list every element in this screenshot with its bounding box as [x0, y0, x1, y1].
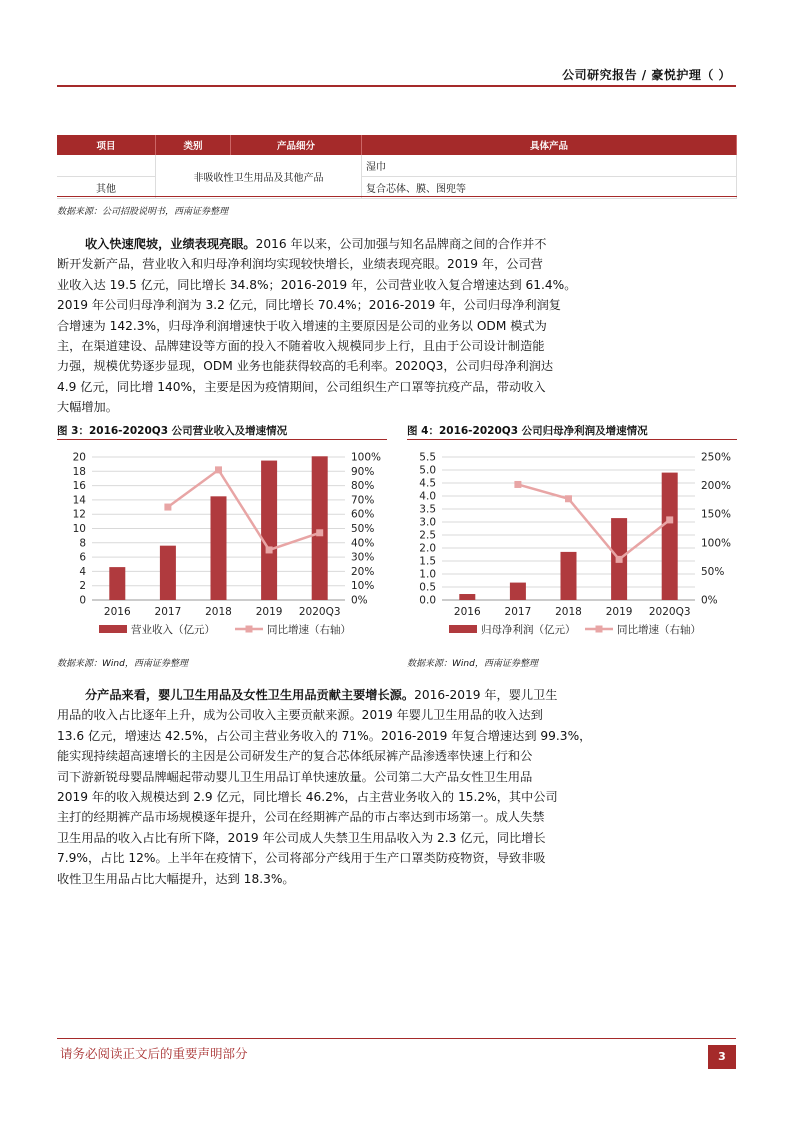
- bar: [561, 552, 577, 600]
- growth-point: [266, 546, 273, 553]
- bar: [160, 546, 176, 600]
- y-tick-label-left: 3.5: [419, 503, 436, 516]
- product-table: [57, 135, 737, 199]
- x-tick-label: 2019: [255, 606, 283, 618]
- x-tick-label: 2016: [103, 606, 131, 618]
- legend-line-marker: [246, 626, 253, 633]
- y-tick-label-right: 60%: [351, 508, 375, 521]
- legend-bar-label: 营业收入（亿元）: [131, 624, 215, 636]
- y-tick-label-left: 12: [72, 508, 86, 521]
- paragraph-line: 业收入达 19.5 亿元，同比增长 34.8%；2016-2019 年，公司营业收入复合增速达到 61.4%。: [57, 277, 577, 292]
- y-tick-label-right: 20%: [351, 565, 375, 578]
- paragraph-line: 主，在渠道建设、品牌建设等方面的投入不随着收入规模同步上行，且由于公司设计制造能: [57, 339, 545, 354]
- paragraph-lead: 分产品来看，婴儿卫生用品及女性卫生用品贡献主要增长源。: [85, 688, 415, 702]
- legend-line-marker: [596, 626, 603, 633]
- y-tick-label-left: 4.0: [419, 490, 436, 503]
- legend-bar-label: 归母净利润（亿元）: [481, 624, 576, 636]
- legend-line-label: 同比增速（右轴）: [617, 624, 701, 636]
- y-tick-label-right: 50%: [351, 523, 375, 535]
- y-tick-label-left: 16: [72, 480, 86, 493]
- table-cell: 非吸收性卫生用品及其他产品: [156, 155, 362, 199]
- y-tick-label-right: 90%: [351, 465, 375, 478]
- table-cell: [57, 155, 156, 177]
- paragraph-line: 合增速为 142.3%，归母净利润增速快于收入增速的主要原因是公司的业务以 ODM 模式为: [57, 318, 547, 333]
- growth-point: [215, 466, 222, 473]
- y-tick-label-left: 0.0: [419, 594, 436, 607]
- paragraph-line: 能实现持续超高速增长的主因是公司研发生产的复合芯体纸尿裤产品渗透率快速上行和公: [57, 749, 533, 764]
- x-tick-label: 2017: [504, 606, 532, 618]
- y-tick-label-right: 0%: [701, 594, 718, 607]
- bar: [312, 456, 328, 600]
- y-tick-label-left: 18: [72, 465, 86, 478]
- x-tick-label: 2018: [205, 606, 232, 618]
- paragraph-line: 7.9%，占比 12%。上半年在疫情下，公司将部分产线用于生产口罩类防疫物资，导致非吸: [57, 851, 546, 866]
- y-tick-label-left: 14: [72, 494, 86, 507]
- paragraph-line: 2019 年公司归母净利润为 3.2 亿元，同比增长 70.4%；2016-2019 年，公司归母净利润复: [57, 298, 561, 313]
- paragraph-line: 断开发新产品，营业收入和归母净利润均实现较快增长，业绩表现亮眼。2019 年，公司营: [57, 257, 543, 272]
- y-tick-label-right: 200%: [701, 480, 732, 493]
- y-tick-label-left: 0: [79, 594, 86, 607]
- net-profit-chart: [407, 443, 737, 653]
- paragraph-revenue-growth: [57, 234, 737, 418]
- y-tick-label-right: 30%: [351, 551, 375, 564]
- paragraph-line: 收性卫生用品占比大幅提升，达到 18.3%。: [57, 871, 295, 886]
- growth-point: [565, 495, 572, 502]
- table-header-cell: 类别: [156, 135, 231, 155]
- bar: [261, 461, 277, 600]
- y-tick-label-left: 2.0: [419, 542, 436, 555]
- x-tick-label: 2017: [154, 606, 182, 618]
- y-tick-label-right: 70%: [351, 494, 375, 507]
- bar: [459, 594, 475, 600]
- x-tick-label: 2020Q3: [298, 606, 341, 618]
- y-tick-label-left: 10: [72, 523, 86, 535]
- header-divider: [57, 85, 736, 87]
- table-cell: 复合芯体、膜、图兜等: [362, 177, 737, 199]
- figure3-source-note: 数据来源：Wind，西南证券整理: [57, 659, 188, 669]
- bar: [109, 567, 125, 600]
- y-tick-label-left: 1.0: [419, 568, 436, 581]
- y-tick-label-left: 1.5: [419, 555, 436, 568]
- table-row: [57, 155, 737, 177]
- y-tick-label-right: 100%: [351, 451, 382, 464]
- footer-divider: [57, 1038, 736, 1039]
- growth-line: [168, 470, 320, 550]
- y-tick-label-right: 150%: [701, 508, 732, 521]
- paragraph-lead: 收入快速爬坡，业绩表现亮眼。: [85, 237, 256, 251]
- x-tick-label: 2016: [453, 606, 481, 618]
- y-tick-label-right: 50%: [701, 565, 725, 578]
- y-tick-label-right: 100%: [701, 537, 732, 550]
- figure3-title: 图 3：2016-2020Q3 公司营业收入及增速情况: [57, 425, 288, 437]
- paragraph-line: 司下游新锐母婴品牌崛起带动婴儿卫生用品订单快速放量。公司第二大产品女性卫生用品: [57, 769, 533, 784]
- page-number: 3: [708, 1045, 736, 1069]
- y-tick-label-left: 5.0: [419, 464, 436, 477]
- x-tick-label: 2018: [555, 606, 582, 618]
- revenue-chart: [57, 443, 387, 653]
- y-tick-label-right: 40%: [351, 537, 375, 550]
- bar: [662, 473, 678, 600]
- growth-point: [616, 556, 623, 563]
- paragraph-line: 主打的经期裤产品市场规模逐年提升，公司在经期裤产品的市占率达到市场第一。成人失禁: [57, 810, 545, 825]
- paragraph-line: 卫生用品的收入占比有所下降，2019 年公司成人失禁卫生用品收入为 2.3 亿元，同比增长: [57, 830, 546, 845]
- paragraph-line: 力强，规模优势逐步显现，ODM 业务也能获得较高的毛利率。2020Q3，公司归母净利润达: [57, 359, 554, 374]
- legend-bar-swatch: [449, 625, 477, 633]
- table-header-cell: 具体产品: [362, 135, 737, 155]
- x-tick-label: 2020Q3: [648, 606, 691, 618]
- y-tick-label-right: 10%: [351, 580, 375, 593]
- table-header-row: [57, 135, 737, 155]
- y-tick-label-left: 4: [79, 565, 86, 578]
- paragraph-line: 2016 年以来，公司加强与知名品牌商之间的合作并不: [255, 237, 547, 251]
- y-tick-label-left: 6: [79, 551, 86, 564]
- bar: [510, 583, 526, 600]
- y-tick-label-left: 0.5: [419, 581, 436, 594]
- x-tick-label: 2019: [605, 606, 633, 618]
- y-tick-label-left: 4.5: [419, 477, 436, 490]
- figure3-title-rule: [57, 439, 387, 440]
- paragraph-line: 13.6 亿元，增速达 42.5%，占公司主营业务收入的 71%。2016-2019 年复合增速达到 99.3%，: [57, 728, 592, 743]
- footer-disclaimer: 请务必阅读正文后的重要声明部分: [60, 1046, 248, 1061]
- table-header-cell: 项目: [57, 135, 156, 155]
- figure4-source-note: 数据来源：Wind，西南证券整理: [407, 659, 538, 669]
- report-header-title: 公司研究报告 / 豪悦护理（ ）: [562, 68, 731, 82]
- growth-point: [666, 516, 673, 523]
- figure4-title: 图 4：2016-2020Q3 公司归母净利润及增速情况: [407, 425, 648, 437]
- table-header-cell: 产品细分: [231, 135, 362, 155]
- growth-point: [164, 504, 171, 511]
- growth-point: [514, 481, 521, 488]
- paragraph-line: 2016-2019 年，婴儿卫生: [414, 688, 558, 702]
- legend-bar-swatch: [99, 625, 127, 633]
- y-tick-label-left: 8: [79, 537, 86, 550]
- paragraph-line: 2019 年的收入规模达到 2.9 亿元，同比增长 46.2%，占主营业务收入的 15.2%，其中公司: [57, 790, 558, 805]
- figure4-title-rule: [407, 439, 737, 440]
- bar: [211, 496, 227, 600]
- y-tick-label-right: 0%: [351, 594, 368, 607]
- table-cell: 湿巾: [362, 155, 737, 177]
- paragraph-line: 大幅增加。: [57, 400, 118, 415]
- table-cell: 其他: [57, 177, 156, 199]
- y-tick-label-left: 3.0: [419, 516, 436, 529]
- y-tick-label-left: 2.5: [419, 529, 436, 542]
- y-tick-label-right: 80%: [351, 480, 375, 493]
- y-tick-label-left: 5.5: [419, 451, 436, 464]
- y-tick-label-left: 20: [72, 451, 86, 464]
- y-tick-label-right: 250%: [701, 451, 732, 464]
- growth-point: [316, 529, 323, 536]
- table-bottom-rule: [57, 196, 737, 197]
- paragraph-line: 4.9 亿元，同比增 140%，主要是因为疫情期间，公司组织生产口罩等抗疫产品，带动收入: [57, 379, 546, 394]
- paragraph-line: 用品的收入占比逐年上升，成为公司收入主要贡献来源。2019 年婴儿卫生用品的收入达到: [57, 708, 543, 723]
- paragraph-product-mix: [57, 685, 737, 889]
- table-source-note: 数据来源：公司招股说明书，西南证券整理: [57, 207, 229, 217]
- y-tick-label-left: 2: [79, 580, 86, 593]
- legend-line-label: 同比增速（右轴）: [267, 624, 351, 636]
